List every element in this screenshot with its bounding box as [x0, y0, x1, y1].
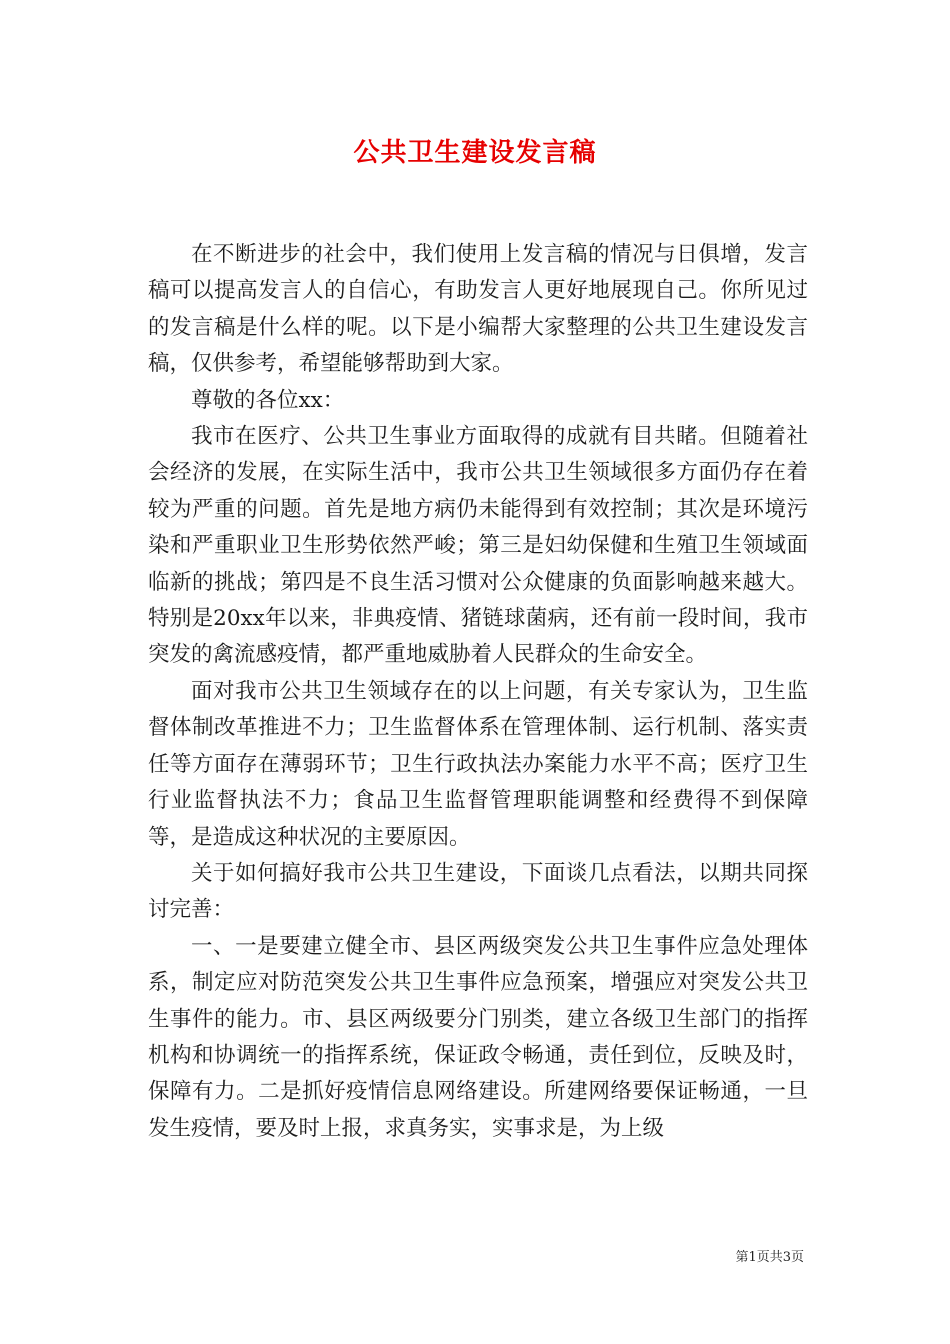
paragraph-views-intro: 关于如何搞好我市公共卫生建设，下面谈几点看法，以期共同探讨完善： — [148, 860, 808, 923]
paragraph-causes: 面对我市公共卫生领域存在的以上问题，有关专家认为，卫生监督体制改革推进不力；卫生监督体系在管理体制、运行机制、落实责任等方面存在薄弱环节；卫生行政执法办案能力水平不高；医疗卫生行业监督执法不力；食品卫生监督管理职能调整和经费得不到保障等，是造成这种状况的主要原因。 — [148, 678, 808, 850]
paragraph-achievements: 我市在医疗、公共卫生事业方面取得的成就有目共睹。但随着社会经济的发展，在实际生活中，我市公共卫生领域很多方面仍存在着较为严重的问题。首先是地方病仍未能得到有效控制；其次是环境污染和严重职业卫生形势依然严峻；第三是妇幼保健和生殖卫生领域面临新的挑战；第四是不良生活习惯对公众健康的负面影响越来越大。特别是20xx年以来，非典疫情、猪链球菌病，还有前一段时间，我市突发的禽流感疫情，都严重地威胁着人民群众的生命安全。 — [148, 424, 808, 668]
paragraph-point-one: 一、一是要建立健全市、县区两级突发公共卫生事件应急处理体系，制定应对防范突发公共卫生事件应急预案，增强应对突发公共卫生事件的能力。市、县区两级要分门别类，建立各级卫生部门的指挥机构和协调统一的指挥系统，保证政令畅通，责任到位，反映及时，保障有力。二是抓好疫情信息网络建设。所建网络要保证畅通，一旦发生疫情，要及时上报，求真务实，实事求是，为上级 — [148, 933, 808, 1141]
document-body — [148, 237, 808, 1147]
document-title: 公共卫生建设发言稿 — [353, 138, 597, 168]
page-number: 第1页共3页 — [735, 1250, 804, 1265]
paragraph-salutation: 尊敬的各位xx： — [191, 387, 345, 413]
paragraph-intro: 在不断进步的社会中，我们使用上发言稿的情况与日俱增，发言稿可以提高发言人的自信心，有助发言人更好地展现自己。你所见过的发言稿是什么样的呢。以下是小编帮大家整理的公共卫生建设发言稿，仅供参考，希望能够帮助到大家。 — [148, 242, 808, 377]
